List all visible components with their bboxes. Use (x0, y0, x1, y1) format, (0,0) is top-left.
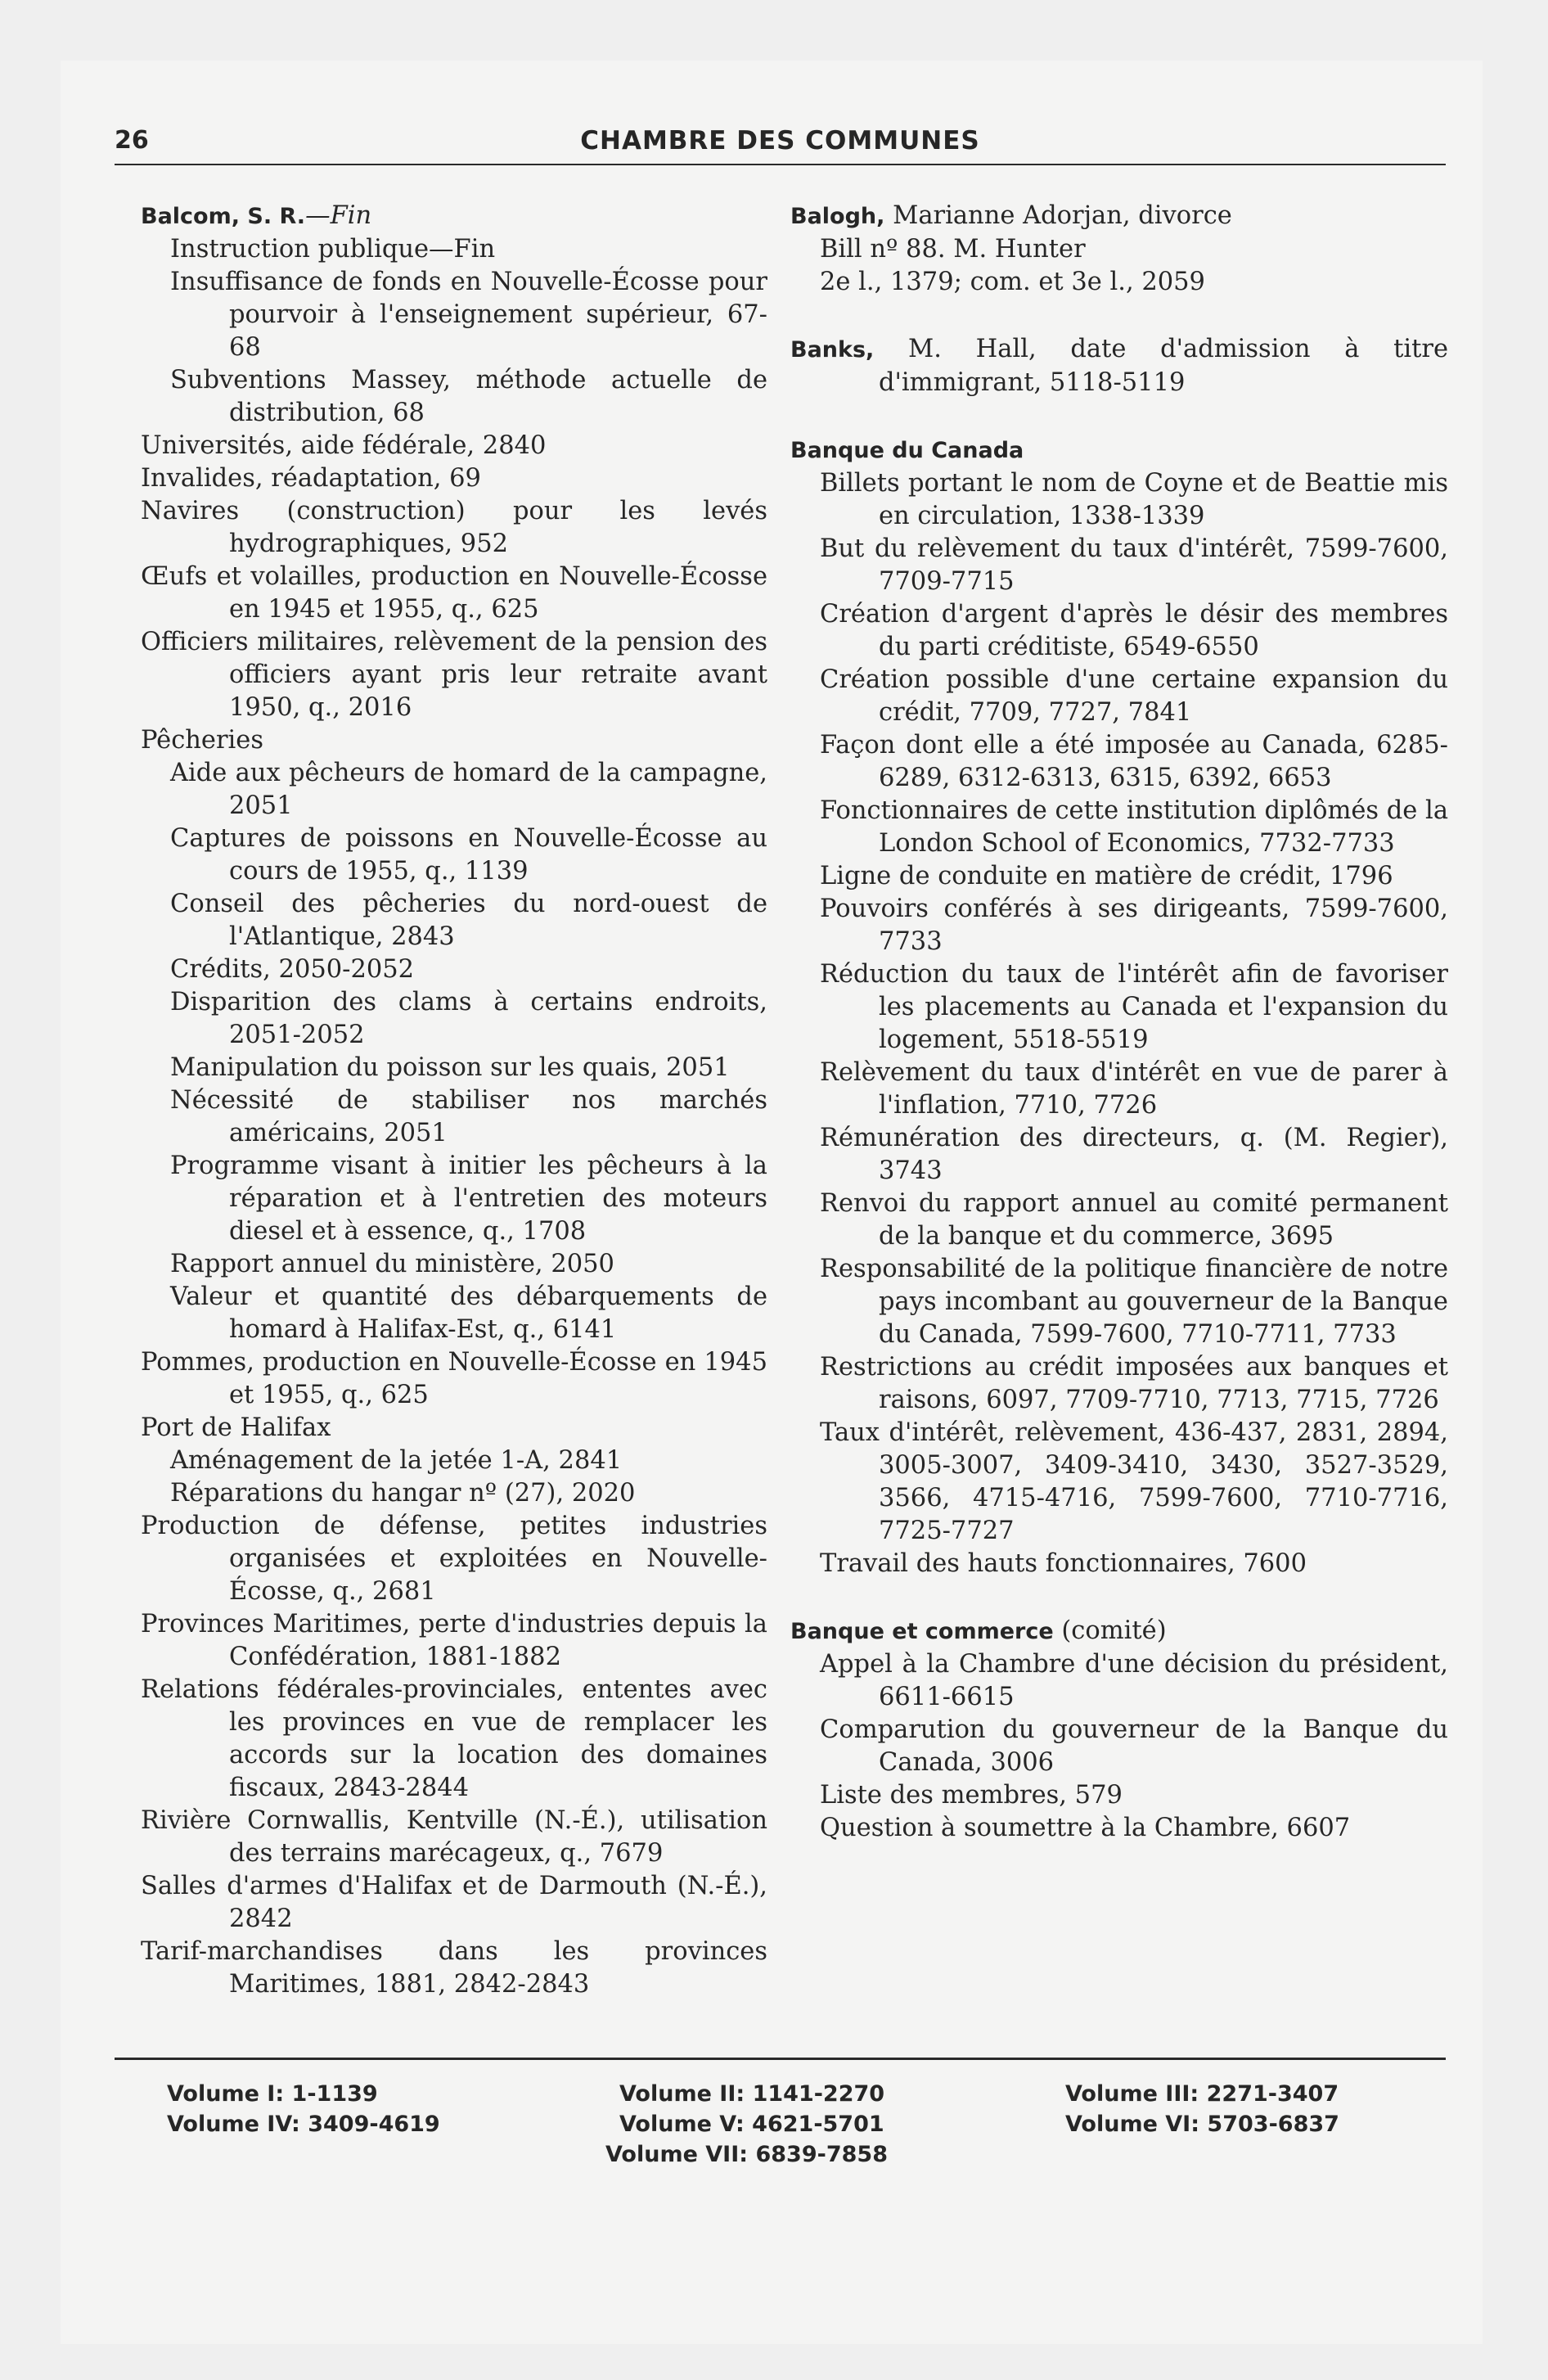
heading-rest: (comité) (1053, 1616, 1167, 1645)
index-entry: Aménagement de la jetée 1-A, 2841 (170, 1446, 623, 1475)
index-entry: Taux d'intérêt, relèvement, 436-437, 2831, 2894, 3005-3007, 3409-3410, 3430, 3527-3529, 3566, 4715-4716, 7599-7600, 7710-7716, 7725-7727 (820, 1418, 1448, 1545)
page-header (115, 121, 1446, 165)
index-entry: Relèvement du taux d'intérêt en vue de parer à l'inflation, 7710, 7726 (820, 1058, 1448, 1120)
index-entry: Subventions Massey, méthode actuelle de distribution, 68 (170, 366, 767, 427)
index-entry: Pommes, production en Nouvelle-Écosse en 1945 et 1955, q., 625 (141, 1348, 767, 1409)
index-entry: 2e l., 1379; com. et 3e l., 2059 (820, 268, 1205, 296)
index-entry: Nécessité de stabiliser nos marchés américains, 2051 (170, 1086, 767, 1147)
index-entry: Restrictions au crédit imposées aux banques et raisons, 6097, 7709-7710, 7713, 7715, 7726 (820, 1353, 1448, 1414)
index-entry: Création d'argent d'après le désir des membres du parti créditiste, 6549-6550 (820, 600, 1448, 661)
heading-name: Banks, (790, 337, 875, 363)
index-entry: Captures de poissons en Nouvelle-Écosse au cours de 1955, q., 1139 (170, 824, 767, 886)
index-entry: Insuffisance de fonds en Nouvelle-Écosse pour pourvoir à l'enseignement supérieur, 67-68 (170, 268, 767, 362)
index-entry: Relations fédérales-provinciales, ententes avec les provinces en vue de remplacer les accords sur la location des domaines fiscaux, 2843-2844 (141, 1675, 767, 1802)
volume-7: Volume VII: 6839-7858 (605, 2142, 888, 2167)
volume-4: Volume IV: 3409-4619 (167, 2112, 440, 2137)
index-heading (790, 1615, 1448, 1648)
index-entry: Programme visant à initier les pêcheurs à la réparation et à l'entretien des moteurs diesel et à essence, q., 1708 (170, 1152, 767, 1246)
index-entry: Création possible d'une certaine expansion du crédit, 7709, 7727, 7841 (820, 665, 1448, 727)
left-column (141, 200, 767, 2001)
index-entry: Valeur et quantité des débarquements de homard à Halifax-Est, q., 6141 (170, 1282, 767, 1344)
heading-name: Balcom, S. R. (141, 204, 306, 229)
index-entry: Rémunération des directeurs, q. (M. Regier), 3743 (820, 1124, 1448, 1185)
index-entry: Comparution du gouverneur de la Banque du Canada, 3006 (820, 1715, 1448, 1777)
index-entry: Rivière Cornwallis, Kentville (N.-É.), utilisation des terrains marécageux, q., 7679 (141, 1806, 767, 1868)
index-entry: Tarif-marchandises dans les provinces Maritimes, 1881, 2842-2843 (141, 1937, 767, 1999)
index-entry: Navires (construction) pour les levés hydrographiques, 952 (141, 497, 767, 558)
index-entry: Ligne de conduite en matière de crédit, 1796 (820, 862, 1393, 890)
index-entry: Invalides, réadaptation, 69 (141, 464, 481, 493)
index-entry: Billets portant le nom de Coyne et de Beattie mis en circulation, 1338-1339 (820, 469, 1448, 530)
index-entry: Question à soumettre à la Chambre, 6607 (820, 1814, 1351, 1842)
index-entry: Instruction publique—Fin (170, 235, 496, 264)
volume-6: Volume VI: 5703-6837 (1065, 2112, 1339, 2137)
heading-rest: M. Hall, date d'admission à titre d'immigrant, 5118-5119 (874, 335, 1448, 397)
heading-rest: Marianne Adorjan, divorce (884, 201, 1232, 230)
volume-1: Volume I: 1-1139 (167, 2081, 378, 2107)
index-entry: Provinces Maritimes, perte d'industries depuis la Confédération, 1881-1882 (141, 1610, 767, 1671)
index-entry: Pêcheries (141, 726, 264, 755)
index-entry: But du relèvement du taux d'intérêt, 7599-7600, 7709-7715 (820, 534, 1448, 596)
heading-continuation: —Fin (305, 201, 372, 230)
index-entry: Crédits, 2050-2052 (170, 955, 415, 984)
index-entry: Réduction du taux de l'intérêt afin de favoriser les placements au Canada et l'expansion du logement, 5518-5519 (820, 960, 1448, 1054)
index-entry: Disparition des clams à certains endroits, 2051-2052 (170, 988, 767, 1049)
index-entry: Pouvoirs conférés à ses dirigeants, 7599-7600, 7733 (820, 895, 1448, 956)
right-column (790, 200, 1448, 1845)
page-number: 26 (115, 126, 149, 155)
index-entry: Appel à la Chambre d'une décision du président, 6611-6615 (820, 1650, 1448, 1711)
index-entry: Travail des hauts fonctionnaires, 7600 (820, 1549, 1307, 1578)
footer-rule (115, 2058, 1446, 2060)
running-title: CHAMBRE DES COMMUNES (580, 126, 980, 156)
index-entry: Aide aux pêcheurs de homard de la campagne, 2051 (170, 759, 767, 820)
index-entry: Façon dont elle a été imposée au Canada, 6285-6289, 6312-6313, 6315, 6392, 6653 (820, 731, 1448, 792)
index-entry: Universités, aide fédérale, 2840 (141, 431, 547, 460)
index-heading (141, 200, 767, 233)
heading-name: Banque et commerce (790, 1619, 1054, 1644)
volume-5: Volume V: 4621-5701 (619, 2112, 884, 2137)
index-entry: Liste des membres, 579 (820, 1781, 1123, 1810)
heading-name: Balogh, (790, 204, 885, 229)
index-entry: Œufs et volailles, production en Nouvelle-Écosse en 1945 et 1955, q., 625 (141, 562, 767, 624)
volume-2: Volume II: 1141-2270 (619, 2081, 885, 2107)
index-entry: Port de Halifax (141, 1413, 331, 1442)
index-heading (790, 434, 1448, 467)
index-entry: Manipulation du poisson sur les quais, 2051 (170, 1053, 730, 1082)
index-entry: Fonctionnaires de cette institution diplômés de la London School of Economics, 7732-7733 (820, 796, 1448, 858)
index-entry: Production de défense, petites industries organisées et exploitées en Nouvelle-Écosse, q., 2681 (141, 1512, 767, 1606)
index-entry: Salles d'armes d'Halifax et de Darmouth (N.-É.), 2842 (141, 1872, 767, 1933)
index-entry: Officiers militaires, relèvement de la pension des officiers ayant pris leur retraite avant 1950, q., 2016 (141, 628, 767, 722)
index-entry: Rapport annuel du ministère, 2050 (170, 1250, 614, 1278)
index-entry: Réparations du hangar nº (27), 2020 (170, 1479, 636, 1508)
heading-name: Banque du Canada (790, 438, 1024, 463)
volume-3: Volume III: 2271-3407 (1065, 2081, 1339, 2107)
index-heading (790, 200, 1448, 233)
index-entry: Conseil des pêcheries du nord-ouest de l'Atlantique, 2843 (170, 890, 767, 951)
index-entry: Responsabilité de la politique financière de notre pays incombant au gouverneur de la Banque du Canada, 7599-7600, 7710-7711, 7733 (820, 1255, 1448, 1349)
index-heading (790, 333, 1448, 399)
index-entry: Renvoi du rapport annuel au comité permanent de la banque et du commerce, 3695 (820, 1189, 1448, 1251)
index-entry: Bill nº 88. M. Hunter (820, 235, 1086, 264)
